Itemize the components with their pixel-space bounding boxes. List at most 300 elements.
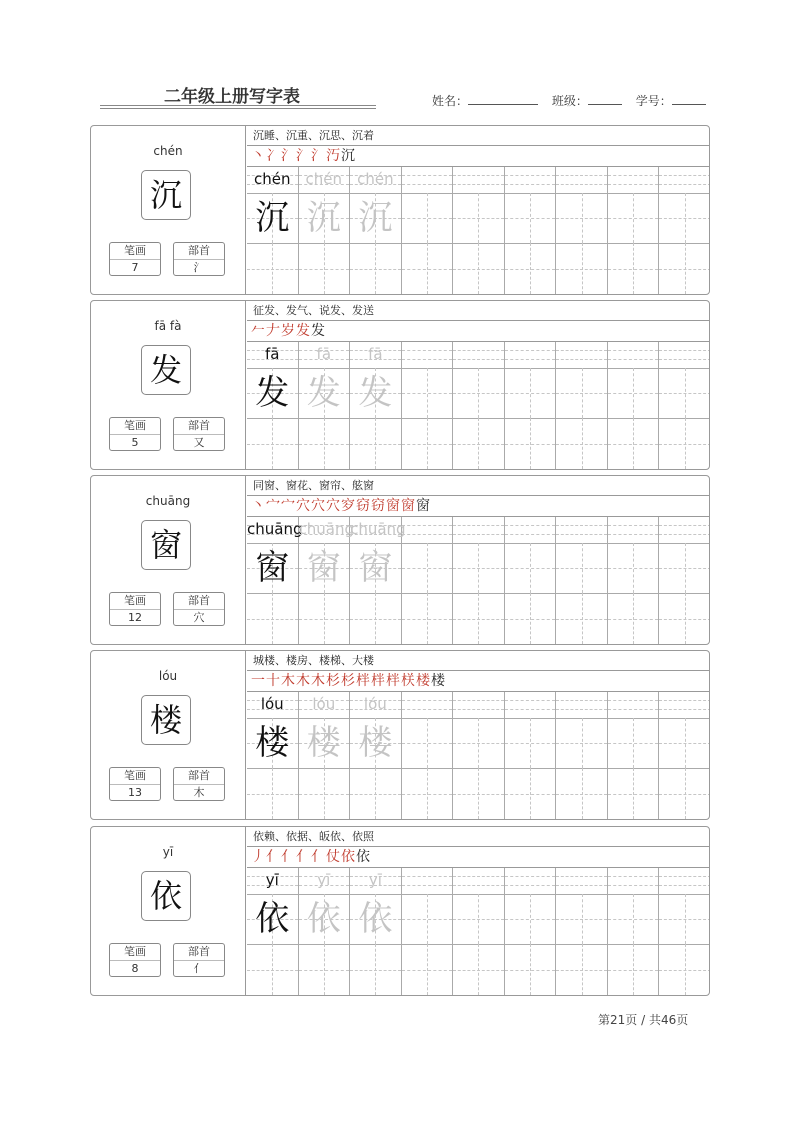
practice-cell[interactable] (299, 868, 351, 995)
practice-cell[interactable] (247, 517, 303, 644)
pinyin-lines (505, 167, 556, 194)
practice-cell[interactable] (608, 868, 660, 995)
tianzige-box (608, 944, 659, 995)
tianzige-box (556, 418, 607, 469)
tianzige-box (556, 768, 607, 819)
pinyin-lines (402, 868, 453, 895)
tianzige-box (350, 418, 401, 469)
practice-char: 窗 (255, 548, 290, 588)
tianzige-box (608, 243, 659, 294)
trace-char: 发 (358, 373, 393, 413)
tianzige-box (608, 368, 659, 419)
stroke-step: 杉 (341, 673, 356, 689)
practice-cell[interactable] (298, 517, 355, 644)
tianzige-box (402, 718, 453, 769)
stroke-step: 穴 (296, 498, 311, 514)
tianzige-box (299, 243, 350, 294)
radical-box (173, 943, 225, 977)
stroke-step: 仗 (326, 849, 341, 865)
pinyin-lines (505, 517, 556, 544)
character-card (90, 650, 710, 820)
tianzige-box (453, 593, 504, 644)
tianzige-box (505, 718, 556, 769)
stroke-count-box (109, 592, 161, 626)
pinyin-lines (608, 868, 659, 895)
tianzige-box (608, 768, 659, 819)
trace-pinyin: lóu (363, 695, 387, 713)
practice-cell[interactable] (659, 342, 710, 469)
tianzige-box (505, 944, 556, 995)
tianzige-box (505, 593, 556, 644)
example-words: 沉睡、沉重、沉思、沉着 (247, 126, 710, 146)
radical-value: 又 (193, 436, 205, 449)
trace-pinyin: chuāng (298, 520, 355, 538)
stroke-step: 冫 (266, 148, 281, 164)
stroke-count-value: 12 (128, 611, 142, 624)
practice-char: 依 (255, 899, 290, 939)
practice-grid (247, 868, 710, 995)
pinyin-lines (556, 342, 607, 369)
practice-cell[interactable] (505, 517, 557, 644)
stroke-count-label: 笔画 (110, 768, 160, 785)
stroke-step: 汅 (326, 148, 341, 164)
practice-grid (247, 342, 710, 469)
pinyin-lines (608, 517, 659, 544)
tianzige-box (505, 768, 556, 819)
character-card (90, 475, 710, 645)
stroke-count-label: 笔画 (110, 944, 160, 961)
practice-char: 沉 (255, 198, 290, 238)
practice-cell[interactable] (505, 342, 557, 469)
practice-cell[interactable] (608, 167, 660, 294)
pinyin-lines (659, 517, 710, 544)
stroke-step: 十 (266, 673, 281, 689)
stroke-step: 丶 (251, 498, 266, 514)
pinyin-lines (659, 342, 710, 369)
practice-pinyin: chuāng (247, 520, 303, 538)
pinyin-lines (505, 342, 556, 369)
practice-cell[interactable] (350, 868, 402, 995)
trace-pinyin: yī (317, 871, 331, 889)
practice-cell[interactable] (402, 692, 454, 819)
pinyin-lines (556, 868, 607, 895)
pinyin-lines (608, 692, 659, 719)
tianzige-box (402, 894, 453, 945)
stroke-step: 亻 (281, 849, 296, 865)
practice-cell[interactable] (247, 167, 299, 294)
pinyin-lines (608, 167, 659, 194)
practice-cell[interactable] (453, 692, 505, 819)
title-underline-2 (100, 108, 376, 109)
trace-char: 沉 (358, 198, 393, 238)
tianzige-box (453, 894, 504, 945)
stroke-count-value: 7 (131, 261, 139, 274)
practice-cell[interactable] (350, 517, 406, 644)
tianzige-box (247, 593, 298, 644)
tianzige-box (556, 593, 607, 644)
practice-cell[interactable] (659, 692, 710, 819)
name-blank[interactable] (468, 92, 538, 105)
radical-label: 部首 (174, 768, 224, 785)
tianzige-box (608, 718, 659, 769)
tianzige-box (505, 418, 556, 469)
char-pinyin: chuāng (145, 494, 191, 508)
trace-char: 楼 (306, 723, 341, 763)
stroke-step: 亻 (296, 849, 311, 865)
practice-cell[interactable] (453, 517, 505, 644)
page-header (98, 82, 710, 112)
stroke-order (247, 496, 710, 517)
tianzige-box (453, 768, 504, 819)
tianzige-box (247, 944, 298, 995)
tianzige-box (402, 944, 453, 995)
pinyin-lines (453, 342, 504, 369)
student-fields (432, 92, 716, 109)
radical-box (173, 417, 225, 451)
tianzige-box (659, 768, 710, 819)
example-words: 同窗、窗花、窗帘、舷窗 (247, 476, 710, 496)
tianzige-box (659, 418, 710, 469)
radical-label: 部首 (174, 944, 224, 961)
practice-cell[interactable] (608, 517, 660, 644)
tianzige-box (608, 543, 659, 594)
pinyin-lines (505, 868, 556, 895)
practice-char: 发 (255, 373, 290, 413)
tianzige-box (608, 193, 659, 244)
pinyin-lines (556, 167, 607, 194)
tianzige-box (608, 593, 659, 644)
char-display: 楼 (141, 695, 191, 745)
practice-cell[interactable] (402, 342, 454, 469)
trace-pinyin: fā (368, 345, 383, 363)
name-field[interactable]: 姓名： (432, 92, 538, 109)
pinyin-lines (556, 692, 607, 719)
stroke-step: 柈 (356, 673, 371, 689)
example-words: 城楼、楼房、楼梯、大楼 (247, 651, 710, 671)
trace-pinyin: chuāng (350, 520, 406, 538)
stroke-step: 发 (311, 323, 326, 339)
tianzige-box (505, 543, 556, 594)
stroke-order (247, 671, 710, 692)
char-pinyin: yī (162, 845, 174, 859)
practice-cell[interactable] (556, 167, 608, 294)
pinyin-lines (608, 342, 659, 369)
tianzige-box (659, 593, 710, 644)
tianzige-box (350, 593, 401, 644)
practice-cell[interactable] (350, 692, 402, 819)
class-blank[interactable] (588, 92, 622, 105)
tianzige-box (556, 718, 607, 769)
practice-cell[interactable] (659, 517, 710, 644)
tianzige-box (402, 243, 453, 294)
practice-cell[interactable] (350, 342, 402, 469)
practice-grid (247, 517, 710, 644)
stroke-count-value: 5 (131, 436, 139, 449)
stroke-step: 依 (341, 849, 356, 865)
radical-label: 部首 (174, 418, 224, 435)
tianzige-box (608, 894, 659, 945)
tianzige-box (659, 543, 710, 594)
tianzige-box (453, 193, 504, 244)
practice-cell[interactable] (299, 167, 351, 294)
stroke-step: 穴 (311, 498, 326, 514)
stroke-count-box (109, 242, 161, 276)
tianzige-box (505, 368, 556, 419)
radical-label: 部首 (174, 593, 224, 610)
trace-pinyin: yī (368, 871, 382, 889)
stroke-count-value: 8 (131, 962, 139, 975)
trace-pinyin: chén (357, 170, 394, 188)
stroke-step: 岁 (281, 323, 296, 339)
stroke-step: 一 (251, 673, 266, 689)
stroke-step: 丶 (251, 148, 266, 164)
tianzige-box (453, 543, 504, 594)
stroke-order (247, 321, 710, 342)
trace-char: 沉 (306, 198, 341, 238)
tianzige-box (659, 243, 710, 294)
char-display: 沉 (141, 170, 191, 220)
tianzige-box (556, 243, 607, 294)
stroke-step: 柈 (386, 673, 401, 689)
char-display: 窗 (141, 520, 191, 570)
example-words: 依赖、依据、皈依、依照 (247, 827, 710, 847)
tianzige-box (556, 193, 607, 244)
practice-cell[interactable] (505, 868, 557, 995)
tianzige-box (453, 243, 504, 294)
practice-cell[interactable] (453, 868, 505, 995)
tianzige-box (402, 593, 453, 644)
tianzige-box (505, 894, 556, 945)
stroke-step: 柈 (371, 673, 386, 689)
stroke-step: 穸 (341, 498, 356, 514)
practice-grid (247, 692, 710, 819)
stroke-step: 氵 (281, 148, 296, 164)
tianzige-box (402, 418, 453, 469)
pinyin-lines (453, 692, 504, 719)
stroke-step: 木 (296, 673, 311, 689)
tianzige-box (659, 894, 710, 945)
practice-cell[interactable] (453, 167, 505, 294)
tianzige-box (659, 193, 710, 244)
stroke-step: 亻 (266, 849, 281, 865)
stroke-step: 亻 (311, 849, 326, 865)
pinyin-lines (659, 692, 710, 719)
radical-value: 木 (193, 786, 205, 799)
tianzige-box (299, 944, 350, 995)
practice-cell[interactable] (299, 342, 351, 469)
stroke-step: 发 (296, 323, 311, 339)
tianzige-box (402, 768, 453, 819)
stroke-step: 窃 (371, 498, 386, 514)
stroke-step: 𠂇 (266, 323, 281, 339)
tianzige-box (402, 368, 453, 419)
character-card (90, 125, 710, 295)
practice-cell[interactable] (556, 692, 608, 819)
character-card (90, 826, 710, 996)
practice-cell[interactable] (247, 868, 299, 995)
tianzige-box (505, 243, 556, 294)
trace-char: 发 (306, 373, 341, 413)
stroke-order (247, 847, 710, 868)
stroke-step: 窗 (416, 498, 431, 514)
practice-cell[interactable] (505, 167, 557, 294)
practice-cell[interactable] (299, 692, 351, 819)
pinyin-lines (402, 342, 453, 369)
practice-cell[interactable] (247, 342, 299, 469)
title-underline (100, 105, 376, 106)
practice-cell[interactable] (350, 167, 402, 294)
char-display: 依 (141, 871, 191, 921)
stroke-step: 窗 (401, 498, 416, 514)
stroke-step: 窃 (356, 498, 371, 514)
number-field[interactable]: 学号： (636, 92, 706, 109)
practice-pinyin: fā (265, 345, 280, 363)
pinyin-lines (505, 692, 556, 719)
radical-box (173, 242, 225, 276)
stroke-count-box (109, 943, 161, 977)
practice-cell[interactable] (608, 342, 660, 469)
stroke-order (247, 146, 710, 167)
stroke-step: 依 (356, 849, 371, 865)
number-blank[interactable] (672, 92, 706, 105)
practice-cell[interactable] (556, 517, 608, 644)
practice-pinyin: lóu (260, 695, 284, 713)
radical-value: 穴 (193, 611, 205, 624)
practice-cell[interactable] (402, 167, 454, 294)
stroke-step: 氵 (311, 148, 326, 164)
tianzige-box (247, 243, 298, 294)
char-display: 发 (141, 345, 191, 395)
radical-box (173, 592, 225, 626)
trace-char: 依 (306, 899, 341, 939)
tianzige-box (453, 944, 504, 995)
tianzige-box (299, 768, 350, 819)
stroke-step: 杉 (326, 673, 341, 689)
tianzige-box (247, 418, 298, 469)
tianzige-box (350, 944, 401, 995)
char-info-panel (91, 827, 246, 995)
practice-pinyin: chén (254, 170, 291, 188)
stroke-step: 木 (311, 673, 326, 689)
pinyin-lines (659, 868, 710, 895)
stroke-step: 穴 (326, 498, 341, 514)
trace-pinyin: lóu (312, 695, 336, 713)
practice-cell[interactable] (608, 692, 660, 819)
tianzige-box (247, 768, 298, 819)
pinyin-lines (453, 868, 504, 895)
pinyin-lines (659, 167, 710, 194)
char-info-panel (91, 476, 246, 644)
radical-label: 部首 (174, 243, 224, 260)
tianzige-box (453, 718, 504, 769)
tianzige-box (659, 718, 710, 769)
stroke-step: 沉 (341, 148, 356, 164)
stroke-step: 窗 (386, 498, 401, 514)
pinyin-lines (556, 517, 607, 544)
stroke-count-value: 13 (128, 786, 142, 799)
tianzige-box (453, 418, 504, 469)
tianzige-box (556, 368, 607, 419)
pinyin-lines (402, 517, 453, 544)
radical-value: 亻 (193, 962, 205, 975)
practice-cell[interactable] (453, 342, 505, 469)
stroke-step: 氵 (296, 148, 311, 164)
stroke-count-label: 笔画 (110, 593, 160, 610)
practice-cell[interactable] (247, 692, 299, 819)
class-field[interactable]: 班级： (552, 92, 622, 109)
trace-char: 窗 (306, 548, 341, 588)
pinyin-lines (453, 517, 504, 544)
practice-cell[interactable] (556, 868, 608, 995)
stroke-step: 丿 (251, 849, 266, 865)
char-info-panel (91, 301, 246, 469)
practice-grid (247, 167, 710, 294)
tianzige-box (556, 944, 607, 995)
practice-pinyin: yī (265, 871, 279, 889)
practice-cell[interactable] (556, 342, 608, 469)
stroke-count-label: 笔画 (110, 418, 160, 435)
tianzige-box (659, 944, 710, 995)
page-title: 二年级上册写字表 (164, 87, 300, 107)
page-number: 第21页 / 共46页 (598, 1013, 689, 1027)
tianzige-box (556, 543, 607, 594)
tianzige-box (350, 243, 401, 294)
trace-char: 依 (358, 899, 393, 939)
stroke-step: 楼 (431, 673, 446, 689)
stroke-step: 栚 (401, 673, 416, 689)
pinyin-lines (402, 692, 453, 719)
char-info-panel (91, 126, 246, 294)
tianzige-box (402, 543, 453, 594)
radical-box (173, 767, 225, 801)
practice-cell[interactable] (659, 167, 710, 294)
practice-cell[interactable] (402, 517, 454, 644)
tianzige-box (505, 193, 556, 244)
stroke-step: 𠂉 (251, 323, 266, 339)
char-pinyin: lóu (158, 669, 178, 683)
stroke-step: 木 (281, 673, 296, 689)
trace-char: 楼 (358, 723, 393, 763)
tianzige-box (453, 368, 504, 419)
pinyin-lines (453, 167, 504, 194)
trace-pinyin: fā (316, 345, 332, 363)
stroke-count-label: 笔画 (110, 243, 160, 260)
pinyin-lines (402, 167, 453, 194)
trace-pinyin: chén (305, 170, 343, 188)
stroke-count-box (109, 767, 161, 801)
tianzige-box (350, 768, 401, 819)
tianzige-box (402, 193, 453, 244)
practice-cell[interactable] (659, 868, 710, 995)
example-words: 征发、发气、说发、发送 (247, 301, 710, 321)
char-pinyin: fā fà (154, 319, 182, 333)
char-pinyin: chén (153, 144, 183, 158)
char-info-panel (91, 651, 246, 819)
radical-value: 氵 (193, 261, 205, 274)
stroke-count-box (109, 417, 161, 451)
tianzige-box (299, 418, 350, 469)
stroke-step: 宀 (266, 498, 281, 514)
tianzige-box (659, 368, 710, 419)
tianzige-box (299, 593, 350, 644)
trace-char: 窗 (358, 548, 393, 588)
tianzige-box (556, 894, 607, 945)
tianzige-box (608, 418, 659, 469)
practice-cell[interactable] (505, 692, 557, 819)
stroke-step: 楼 (416, 673, 431, 689)
stroke-step: 宀 (281, 498, 296, 514)
practice-cell[interactable] (402, 868, 454, 995)
